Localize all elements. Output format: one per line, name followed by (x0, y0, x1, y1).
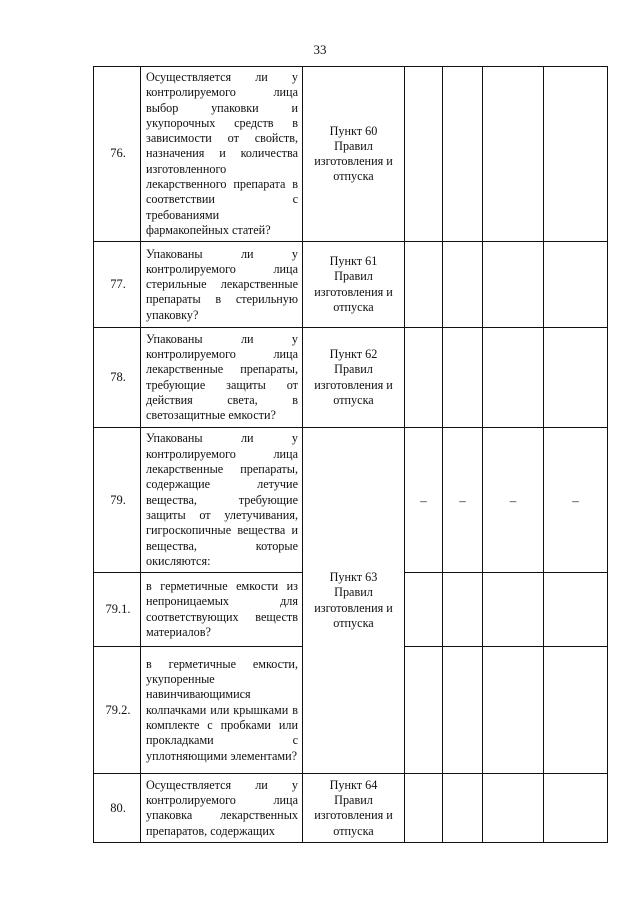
question-text: в герметичные емкости из непроницаемых для соответствующих веществ материалов? (141, 573, 303, 647)
answer-no-cell (443, 328, 483, 428)
answer-no-cell (443, 67, 483, 242)
notes-cell (544, 242, 608, 328)
table-row (94, 774, 608, 843)
answer-yes-cell (405, 573, 443, 647)
answer-yes-cell (405, 242, 443, 328)
answer-na-cell (483, 774, 544, 843)
item-number: 79.2. (94, 647, 141, 774)
question-text: Упакованы ли у контролируемого лица стерильные лекарственные препараты в стерильную упаковку? (141, 242, 303, 328)
checklist-table (93, 66, 608, 843)
table-row (94, 328, 608, 428)
answer-no-cell (443, 573, 483, 647)
answer-no-cell (443, 242, 483, 328)
item-number: 76. (94, 67, 141, 242)
question-text: Осуществляется ли у контролируемого лица упаковка лекарственных препаратов, содержащих (141, 774, 303, 843)
notes-cell (544, 67, 608, 242)
item-number: 78. (94, 328, 141, 428)
legal-reference: Пункт 63 Правил изготовления и отпуска (303, 428, 405, 774)
item-number: 77. (94, 242, 141, 328)
notes-cell (544, 647, 608, 774)
notes-cell (544, 774, 608, 843)
answer-na-cell: – (483, 428, 544, 573)
answer-na-cell (483, 242, 544, 328)
answer-yes-cell (405, 774, 443, 843)
table-row (94, 428, 608, 573)
item-number: 80. (94, 774, 141, 843)
answer-na-cell (483, 573, 544, 647)
legal-reference: Пункт 62 Правил изготовления и отпуска (303, 328, 405, 428)
answer-no-cell (443, 647, 483, 774)
table-row (94, 242, 608, 328)
answer-na-cell (483, 647, 544, 774)
item-number: 79. (94, 428, 141, 573)
page-number: 33 (313, 42, 327, 57)
answer-yes-cell (405, 328, 443, 428)
legal-reference: Пункт 60 Правил изготовления и отпуска (303, 67, 405, 242)
legal-reference: Пункт 61 Правил изготовления и отпуска (303, 242, 405, 328)
table-row (94, 67, 608, 242)
item-number: 79.1. (94, 573, 141, 647)
notes-cell (544, 328, 608, 428)
answer-yes-cell (405, 67, 443, 242)
answer-no-cell (443, 774, 483, 843)
answer-na-cell (483, 328, 544, 428)
answer-no-cell: – (443, 428, 483, 573)
legal-reference: Пункт 64 Правил изготовления и отпуска (303, 774, 405, 843)
notes-cell: – (544, 428, 608, 573)
answer-yes-cell (405, 647, 443, 774)
question-text: в герметичные емкости, укупоренные навинчивающимися колпачками или крышками в комплекте с пробками или прокладками с уплотняющими элементами? (141, 647, 303, 774)
question-text: Упакованы ли у контролируемого лица лекарственные препараты, требующие защиты от действия света, в светозащитные емкости? (141, 328, 303, 428)
question-text: Упакованы ли у контролируемого лица лекарственные препараты, содержащие летучие вещества, требующие защиты от улетучивания, гигроскопичные вещества и вещества, которые окисляются: (141, 428, 303, 573)
question-text: Осуществляется ли у контролируемого лица выбор упаковки и укупорочных средств в зависимости от свойств, назначения и количества изготовленного лекарственного препарата в соответствии с требованиями фармакопейных статей? (141, 67, 303, 242)
notes-cell (544, 573, 608, 647)
answer-na-cell (483, 67, 544, 242)
answer-yes-cell: – (405, 428, 443, 573)
